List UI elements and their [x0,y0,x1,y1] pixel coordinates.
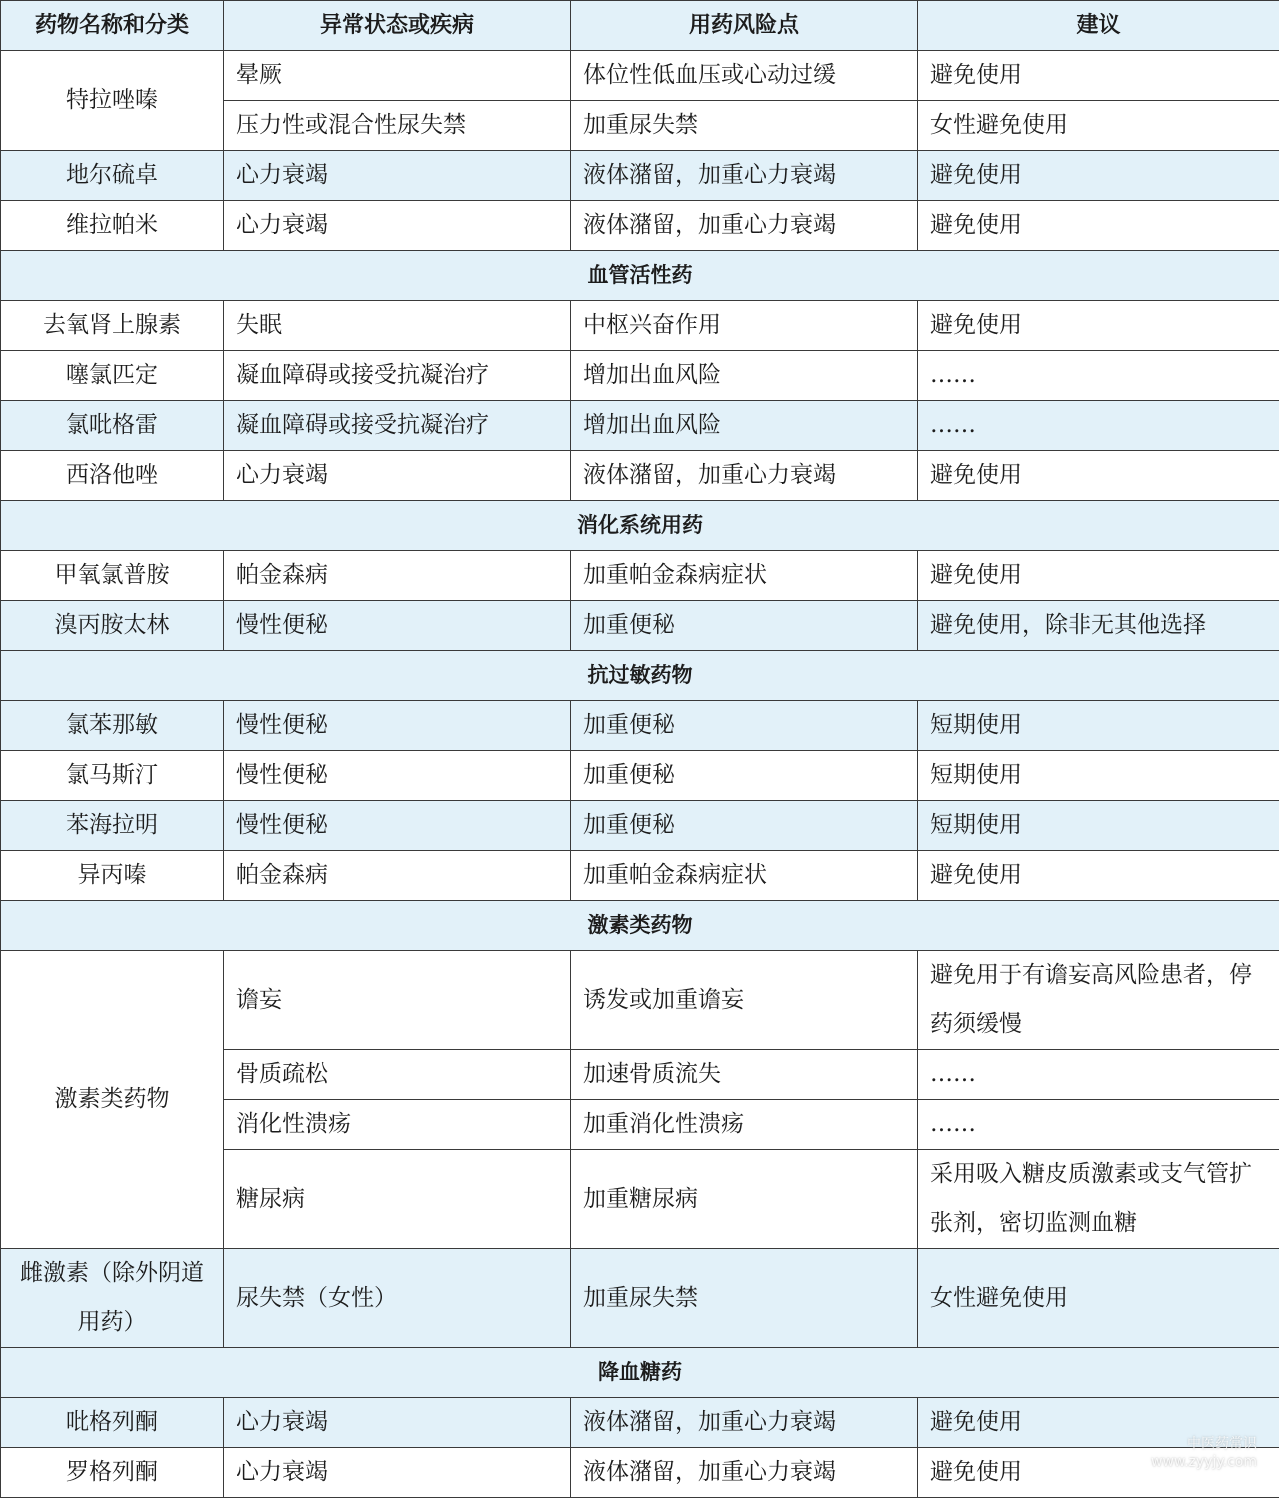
drug-name-cell: 甲氧氯普胺 [1,551,224,601]
risk-cell: 中枢兴奋作用 [571,301,918,351]
table-row [1,951,1279,1050]
drug-name-cell: 氯苯那敏 [1,701,224,751]
advice-cell: 避免使用 [918,551,1279,601]
drug-name-cell: 苯海拉明 [1,801,224,851]
risk-cell: 体位性低血压或心动过缓 [571,51,918,101]
drug-name-cell: 去氧肾上腺素 [1,301,224,351]
advice-cell: 避免使用 [918,1398,1279,1448]
table-row [1,801,1279,851]
advice-cell: 采用吸入糖皮质激素或支气管扩张剂，密切监测血糖 [918,1150,1279,1249]
table-row [1,151,1279,201]
advice-cell: 避免使用 [918,201,1279,251]
drug-name-cell: 西洛他唑 [1,451,224,501]
risk-cell: 加重帕金森病症状 [571,851,918,901]
header-advice: 建议 [918,1,1279,51]
advice-cell: 避免用于有谵妄高风险患者，停药须缓慢 [918,951,1279,1050]
section-title: 抗过敏药物 [1,651,1279,701]
section-row [1,651,1279,701]
advice-cell: …… [918,401,1279,451]
risk-cell: 加重便秘 [571,601,918,651]
condition-cell: 心力衰竭 [224,151,571,201]
condition-cell: 失眠 [224,301,571,351]
table-row [1,351,1279,401]
advice-cell: 避免使用 [918,151,1279,201]
advice-cell: …… [918,1100,1279,1150]
drug-name-cell: 地尔硫卓 [1,151,224,201]
risk-cell: 加重消化性溃疡 [571,1100,918,1150]
risk-cell: 加重便秘 [571,801,918,851]
condition-cell: 慢性便秘 [224,751,571,801]
section-title: 血管活性药 [1,251,1279,301]
condition-cell: 心力衰竭 [224,1398,571,1448]
drug-name-cell: 噻氯匹定 [1,351,224,401]
condition-cell: 消化性溃疡 [224,1100,571,1150]
advice-cell: 短期使用 [918,801,1279,851]
risk-cell: 液体潴留，加重心力衰竭 [571,451,918,501]
watermark-url: www.zyyjy.com [1151,1453,1257,1471]
drug-name-cell: 氯马斯汀 [1,751,224,801]
risk-cell: 诱发或加重谵妄 [571,951,918,1050]
drug-name-cell: 氯吡格雷 [1,401,224,451]
condition-cell: 帕金森病 [224,551,571,601]
risk-cell: 液体潴留，加重心力衰竭 [571,1448,918,1498]
condition-cell: 糖尿病 [224,1150,571,1249]
advice-cell: 避免使用，除非无其他选择 [918,601,1279,651]
table-row [1,851,1279,901]
condition-cell: 谵妄 [224,951,571,1050]
drug-name-cell: 罗格列酮 [1,1448,224,1498]
risk-cell: 加重尿失禁 [571,101,918,151]
table-row [1,301,1279,351]
risk-cell: 增加出血风险 [571,351,918,401]
condition-cell: 凝血障碍或接受抗凝治疗 [224,401,571,451]
advice-cell: 女性避免使用 [918,101,1279,151]
risk-cell: 加重便秘 [571,701,918,751]
header-drug-name: 药物名称和分类 [1,1,224,51]
drug-name-cell: 雌激素（除外阴道用药） [1,1249,224,1348]
risk-cell: 液体潴留，加重心力衰竭 [571,201,918,251]
section-row [1,501,1279,551]
condition-cell: 尿失禁（女性） [224,1249,571,1348]
drug-name-cell: 激素类药物 [1,951,224,1249]
risk-cell: 液体潴留，加重心力衰竭 [571,151,918,201]
condition-cell: 慢性便秘 [224,801,571,851]
drug-name-cell: 吡格列酮 [1,1398,224,1448]
table-row [1,601,1279,651]
header-condition: 异常状态或疾病 [224,1,571,51]
header-row [1,1,1279,51]
table-row [1,401,1279,451]
header-risk: 用药风险点 [571,1,918,51]
advice-cell: …… [918,351,1279,401]
risk-cell: 加重尿失禁 [571,1249,918,1348]
advice-cell: 避免使用 [918,1448,1279,1498]
drug-name-cell: 溴丙胺太林 [1,601,224,651]
watermark-title: 中医药常识 [1151,1435,1257,1453]
risk-cell: 增加出血风险 [571,401,918,451]
section-title: 激素类药物 [1,901,1279,951]
table-row [1,51,1279,101]
drug-name-cell: 维拉帕米 [1,201,224,251]
advice-cell: 避免使用 [918,851,1279,901]
risk-cell: 加重便秘 [571,751,918,801]
advice-cell: 短期使用 [918,701,1279,751]
section-title: 消化系统用药 [1,501,1279,551]
drug-name-cell: 异丙嗪 [1,851,224,901]
table-row [1,1398,1279,1448]
risk-cell: 加速骨质流失 [571,1050,918,1100]
table-row [1,701,1279,751]
drug-name-cell: 特拉唑嗪 [1,51,224,151]
table-row [1,201,1279,251]
condition-cell: 骨质疏松 [224,1050,571,1100]
advice-cell: …… [918,1050,1279,1100]
condition-cell: 心力衰竭 [224,451,571,501]
advice-cell: 女性避免使用 [918,1249,1279,1348]
table-row [1,551,1279,601]
section-row [1,1348,1279,1398]
condition-cell: 心力衰竭 [224,201,571,251]
advice-cell: 短期使用 [918,751,1279,801]
condition-cell: 慢性便秘 [224,701,571,751]
section-row [1,251,1279,301]
watermark [1151,1435,1257,1471]
advice-cell: 避免使用 [918,301,1279,351]
table-row [1,751,1279,801]
table-row [1,451,1279,501]
advice-cell: 避免使用 [918,51,1279,101]
risk-cell: 加重糖尿病 [571,1150,918,1249]
risk-cell: 加重帕金森病症状 [571,551,918,601]
advice-cell: 避免使用 [918,451,1279,501]
condition-cell: 凝血障碍或接受抗凝治疗 [224,351,571,401]
table-row [1,1249,1279,1348]
condition-cell: 帕金森病 [224,851,571,901]
condition-cell: 晕厥 [224,51,571,101]
condition-cell: 压力性或混合性尿失禁 [224,101,571,151]
table-row [1,1448,1279,1498]
section-row [1,901,1279,951]
section-title: 降血糖药 [1,1348,1279,1398]
condition-cell: 心力衰竭 [224,1448,571,1498]
condition-cell: 慢性便秘 [224,601,571,651]
risk-cell: 液体潴留，加重心力衰竭 [571,1398,918,1448]
